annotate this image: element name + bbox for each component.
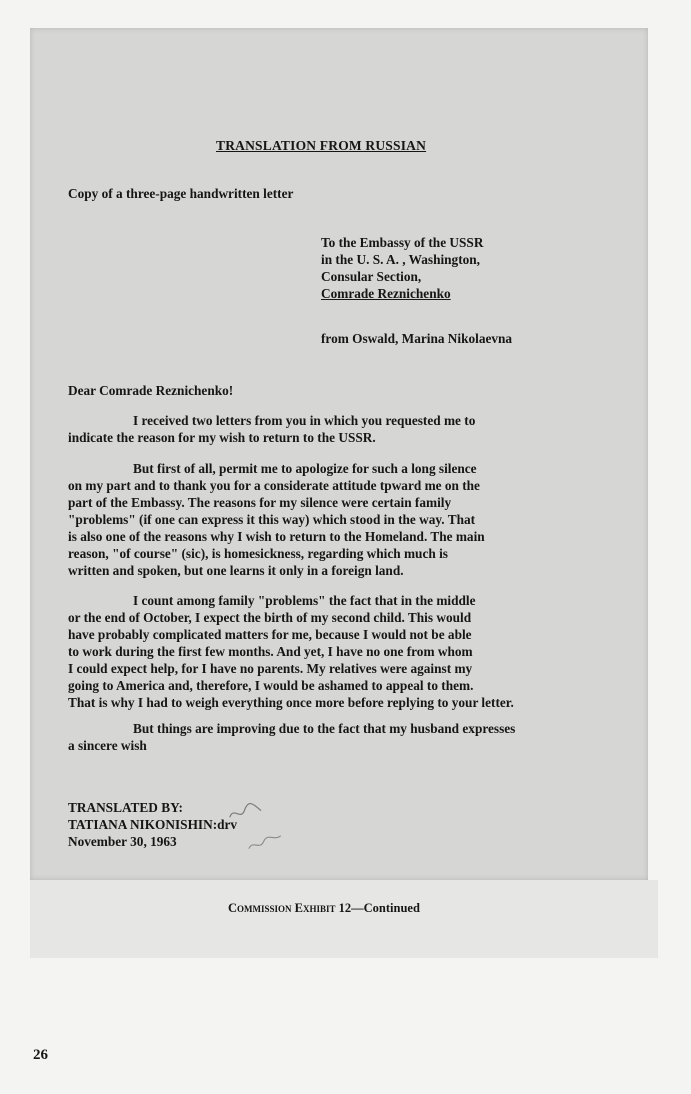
document-title: TRANSLATION FROM RUSSIAN [216, 138, 427, 153]
paragraph-line: written and spoken, but one learns it only in a foreign land. [68, 563, 404, 578]
paragraph-line: I count among family "problems" the fact that in the middle [133, 593, 476, 608]
copy-note: Copy of a three-page handwritten letter [68, 186, 294, 201]
paragraph-line: on my part and to thank you for a considerate attitude tpward me on the [68, 478, 480, 493]
exhibit-name: Commission Exhibit 12 [228, 901, 352, 915]
lower-band [30, 880, 658, 958]
signoff-line: TRANSLATED BY: [68, 800, 183, 815]
paragraph-line: indicate the reason for my wish to return to the USSR. [68, 430, 376, 445]
from-line: from Oswald, Marina Nikolaevna [321, 331, 513, 346]
paragraph-line: "problems" (if one can express it this way) which stood in the way. That [68, 512, 476, 527]
address-line: Comrade Reznichenko [321, 286, 451, 301]
paragraph-3 [68, 592, 628, 711]
paragraph-2 [68, 460, 628, 579]
paragraph-line: have probably complicated matters for me, because I would not be able [68, 627, 472, 642]
paragraph-1 [68, 412, 628, 446]
paragraph-line: going to America and, therefore, I would be ashamed to appeal to them. [68, 678, 474, 693]
address-block [321, 234, 483, 302]
paragraph-line: That is why I had to weigh everything once more before replying to your letter. [68, 695, 514, 710]
exhibit-suffix: —Continued [351, 901, 420, 915]
paragraph-line: or the end of October, I expect the birth of my second child. This would [68, 610, 472, 625]
page-number: 26 [33, 1047, 48, 1063]
paragraph-4 [68, 720, 628, 754]
paragraph-line: But things are improving due to the fact that my husband expresses [133, 721, 516, 736]
paragraph-line: part of the Embassy. The reasons for my silence were certain family [68, 495, 452, 510]
paragraph-line: to work during the first few months. And yet, I have no one from whom [68, 644, 473, 659]
exhibit-caption [228, 900, 420, 917]
paragraph-line: reason, "of course" (sic), is homesickness, regarding which much is [68, 546, 448, 561]
translator-signoff [68, 799, 237, 850]
paragraph-line: I could expect help, for I have no parents. My relatives were against my [68, 661, 473, 676]
signoff-line: November 30, 1963 [68, 834, 177, 849]
greeting: Dear Comrade Reznichenko! [68, 383, 234, 398]
address-line: in the U. S. A. , Washington, [321, 252, 480, 267]
paragraph-line: I received two letters from you in which you requested me to [133, 413, 476, 428]
address-line: Consular Section, [321, 269, 422, 284]
paragraph-line: a sincere wish [68, 738, 147, 753]
address-line: To the Embassy of the USSR [321, 235, 484, 250]
signoff-line: TATIANA NIKONISHIN:drv [68, 817, 238, 832]
paragraph-line: is also one of the reasons why I wish to return to the Homeland. The main [68, 529, 485, 544]
paragraph-line: But first of all, permit me to apologize for such a long silence [133, 461, 477, 476]
